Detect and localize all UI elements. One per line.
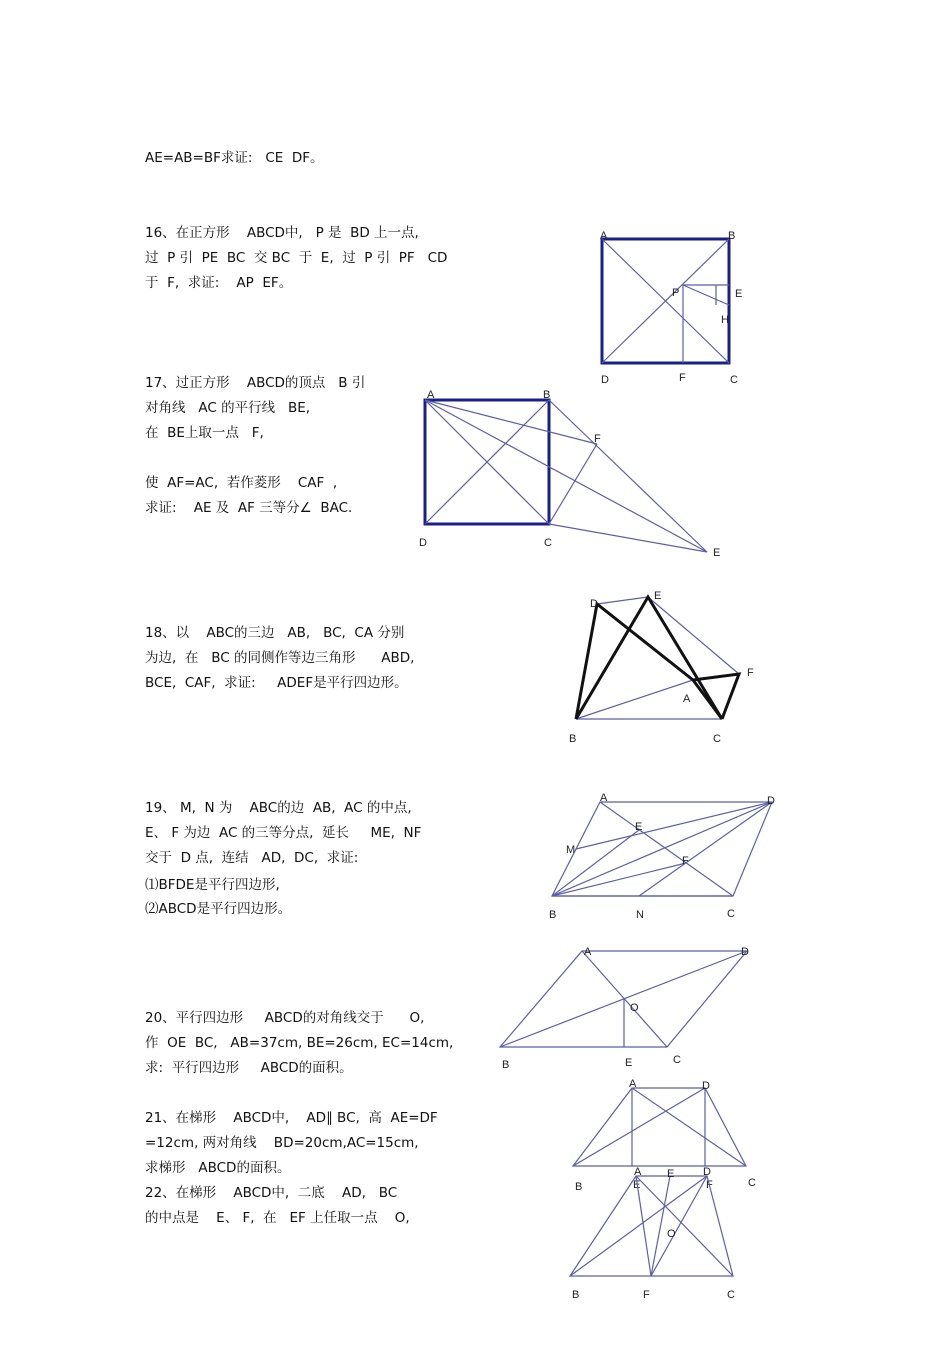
label-c: C (727, 908, 735, 920)
label-f: F (682, 855, 689, 867)
label-e: E (625, 1057, 633, 1069)
label-c: C (727, 1289, 735, 1301)
problem-18-line-1: 18、以 ABC的三边 AB, BC, CA 分别 (145, 625, 405, 641)
label-d: D (601, 374, 609, 386)
label-e: E (713, 547, 721, 559)
label-b: B (572, 1289, 580, 1301)
label-b: B (728, 230, 736, 242)
problem-17-line-3: 在 BE上取一点 F, (145, 425, 264, 441)
figure-16 (600, 230, 742, 386)
problem-21-line-2: =12cm, 两对角线 BD=20cm,AC=15cm, (145, 1135, 419, 1151)
label-f: F (747, 667, 754, 679)
label-p: P (672, 287, 680, 299)
problem-17-line-2: 对角线 AC 的平行线 BE, (145, 400, 311, 416)
label-f: F (643, 1289, 650, 1301)
label-e: E (635, 821, 643, 833)
label-m: M (566, 844, 576, 856)
figure-22 (570, 1166, 735, 1301)
label-d: D (702, 1080, 710, 1092)
label-e: E (667, 1168, 675, 1180)
figure-17 (419, 389, 720, 559)
label-b: B (502, 1059, 510, 1071)
problem-22-line-1: 22、在梯形 ABCD中, 二底 AD, BC (145, 1185, 398, 1201)
label-b: B (569, 733, 577, 745)
problem-18-line-3: BCE, CAF, 求证: ADEF是平行四边形。 (145, 675, 408, 691)
label-b: B (575, 1181, 583, 1193)
problem-21-line-3: 求梯形 ABCD的面积。 (145, 1160, 291, 1176)
label-c: C (748, 1177, 756, 1189)
label-c: C (673, 1054, 681, 1066)
label-f: F (594, 433, 601, 445)
label-e: E (735, 288, 743, 300)
label-e: E (654, 590, 662, 602)
label-a: A (600, 792, 608, 804)
label-d: D (703, 1166, 711, 1178)
label-h: H (721, 314, 729, 326)
label-d: D (590, 598, 598, 610)
label-d: D (419, 537, 427, 549)
label-d: D (767, 795, 775, 807)
problem-19-line-2: E、 F 为边 AC 的三等分点, 延长 ME, NF (145, 825, 422, 841)
label-o: O (667, 1228, 676, 1240)
label-c: C (730, 374, 738, 386)
label-b: B (543, 389, 551, 401)
label-a: A (683, 693, 691, 705)
label-e: E (633, 1179, 641, 1191)
label-f: F (679, 372, 686, 384)
label-a: A (634, 1166, 642, 1178)
problem-22-line-2: 的中点是 E、 F, 在 EF 上任取一点 O, (145, 1210, 410, 1226)
label-d: D (741, 946, 749, 958)
label-c: C (544, 537, 552, 549)
label-n: N (636, 909, 644, 921)
label-c: C (713, 733, 721, 745)
problem-19-line-1: 19、 M, N 为 ABC的边 AB, AC 的中点, (145, 800, 412, 816)
problem-16-line-3: 于 F, 求证: AP EF。 (145, 275, 293, 291)
label-o: O (630, 1002, 639, 1014)
figure-18 (569, 590, 754, 745)
figure-20 (500, 946, 749, 1071)
problem-20-line-2: 作 OE BC, AB=37cm, BE=26cm, EC=14cm, (145, 1035, 454, 1051)
problem-21-line-1: 21、在梯形 ABCD中, AD∥ BC, 高 AE=DF (145, 1110, 438, 1126)
problem-17-line-1: 17、过正方形 ABCD的顶点 B 引 (145, 375, 366, 391)
problem-16-line-2: 过 P 引 PE BC 交 BC 于 E, 过 P 引 PF CD (145, 250, 448, 266)
label-a: A (427, 389, 435, 401)
problem-19-line-5: ⑵ABCD是平行四边形。 (145, 901, 292, 917)
problem-18-line-2: 为边, 在 BC 的同侧作等边三角形 ABD, (145, 650, 415, 666)
problem-17-line-5: 求证: AE 及 AF 三等分∠ BAC. (145, 500, 353, 516)
problem-19-line-3: 交于 D 点, 连结 AD, DC, 求证: (145, 850, 359, 866)
label-a: A (629, 1078, 637, 1090)
figure-19 (549, 792, 775, 921)
label-a: A (584, 946, 592, 958)
problem-20-line-1: 20、平行四边形 ABCD的对角线交于 O, (145, 1010, 425, 1026)
problem-17-line-4: 使 AF=AC, 若作菱形 CAF , (145, 475, 338, 491)
problem-16-line-1: 16、在正方形 ABCD中, P 是 BD 上一点, (145, 225, 419, 241)
label-b: B (549, 909, 557, 921)
label-a: A (600, 230, 608, 242)
problem-20-line-3: 求: 平行四边形 ABCD的面积。 (145, 1060, 353, 1076)
problem-19-line-4: ⑴BFDE是平行四边形, (145, 877, 280, 893)
label-f: F (706, 1179, 713, 1191)
problem-15-tail: AE=AB=BF求证: CE DF。 (145, 150, 324, 166)
